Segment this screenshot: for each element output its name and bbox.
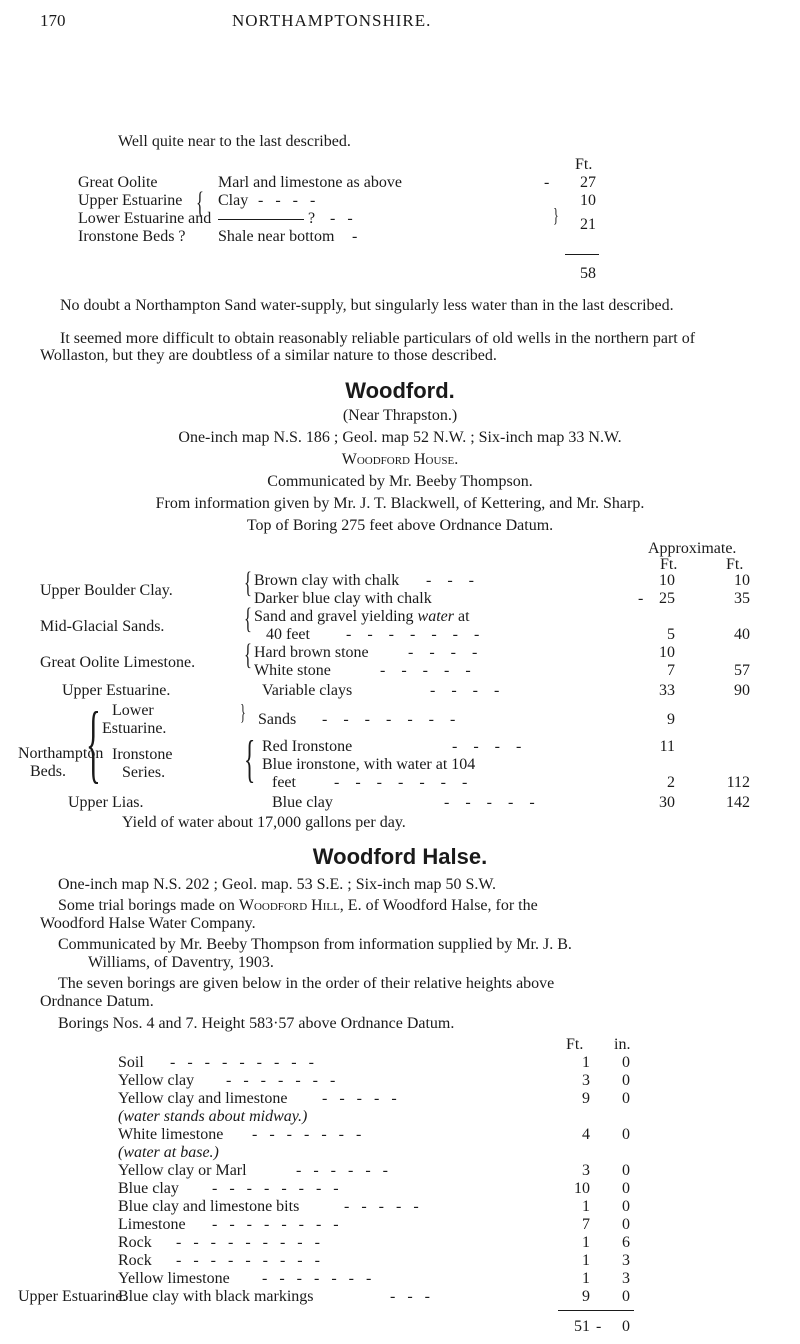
leader: -: [596, 1318, 602, 1335]
formation-label: Ironstone: [112, 746, 173, 763]
stratum-desc: Yellow limestone: [118, 1270, 230, 1287]
running-title: NORTHAMPTONSHIRE.: [232, 11, 432, 30]
brace-icon: {: [196, 186, 204, 219]
thickness-ft: 1: [582, 1234, 590, 1251]
approx-header: Approximate.: [648, 540, 737, 557]
depth: 142: [726, 794, 750, 811]
halse-heading: Woodford Halse.: [312, 844, 488, 869]
well-desc: Shale near bottom: [218, 228, 335, 245]
thickness-ft: 10: [574, 1180, 590, 1197]
thickness: 2: [667, 774, 675, 791]
well-ft: 10: [580, 192, 596, 209]
note-wollaston: It seemed more difficult to obtain reasonably reliable particulars of old wells in the northern part of Wollaston, but they are doubtless of a similar nature to those described.: [40, 330, 696, 364]
stratum-desc: Yellow clay: [118, 1072, 195, 1089]
thickness-in: 0: [622, 1162, 630, 1179]
thickness-ft: 4: [582, 1126, 590, 1143]
leader: - - - - -: [344, 1198, 419, 1215]
thickness-ft: 1: [582, 1054, 590, 1071]
thickness-ft: 3: [582, 1072, 590, 1089]
stratum-desc: White limestone: [118, 1126, 224, 1143]
thickness-in: 0: [622, 1090, 630, 1107]
thickness: 30: [659, 794, 675, 811]
depth: 112: [726, 774, 750, 791]
well-desc: Marl and limestone as above: [218, 174, 402, 191]
thickness-ft: 1: [582, 1252, 590, 1269]
halse-trial-d: Woodford Halse Water Company.: [40, 915, 256, 932]
halse-comm-a: Communicated by Mr. Beeby Thompson from information supplied by Mr. J. B.: [58, 936, 572, 953]
thickness: 10: [659, 644, 675, 661]
thickness-in: 0: [622, 1126, 630, 1143]
thickness: 5: [667, 626, 675, 643]
formation-label: Upper Estuarine.: [62, 682, 171, 699]
well-formation: Ironstone Beds ?: [78, 228, 186, 245]
formation-label: Upper Lias.: [68, 794, 144, 811]
leader: - - - -: [408, 644, 478, 661]
formation-label: Upper Estuarine.: [18, 1288, 127, 1305]
thickness-ft: 9: [582, 1288, 590, 1305]
formation-label: Estuarine.: [102, 720, 167, 737]
thickness-ft: 1: [582, 1270, 590, 1287]
halse-seven-b: Ordnance Datum.: [40, 993, 154, 1010]
leader: - - -: [390, 1288, 430, 1305]
stratum-desc: Blue ironstone, with water at 104: [262, 756, 476, 773]
thickness-in: 0: [622, 1180, 630, 1197]
leader: - - - - - - - -: [212, 1180, 339, 1197]
stratum-desc-end: at: [457, 608, 470, 625]
thickness-in: 3: [622, 1270, 630, 1287]
woodford-top: Top of Boring 275 feet above Ordnance Datum.: [246, 517, 554, 534]
well-total: 58: [580, 265, 596, 282]
well-intro: Well quite near to the last described.: [118, 133, 351, 150]
well-unit-header: Ft.: [575, 156, 593, 173]
halse-maps: One-inch map N.S. 202 ; Geol. map. 53 S.E. ; Six-inch map 50 S.W.: [58, 876, 497, 893]
stratum-desc: [254, 608, 470, 626]
thickness: 9: [667, 711, 675, 728]
halse-trial-a: Some trial borings made on: [58, 897, 235, 914]
col-ft-2: Ft.: [726, 556, 744, 573]
leader: - - - - - - -: [262, 1270, 372, 1287]
note-water-supply: No doubt a Northampton Sand water-supply, but singularly less water than in the last described.: [60, 297, 674, 314]
leader: -: [544, 174, 550, 191]
brace-icon: {: [244, 731, 256, 788]
woodford-maps: One-inch map N.S. 186 ; Geol. map 52 N.W. ; Six-inch map 33 N.W.: [178, 429, 622, 446]
leader: - - - - - - - - -: [176, 1252, 320, 1269]
stratum-desc: Limestone: [118, 1216, 186, 1233]
thickness-in: 0: [622, 1216, 630, 1233]
stratum-note: (water at base.): [118, 1144, 219, 1161]
total-in: 0: [622, 1318, 630, 1335]
stratum-desc: Blue clay: [272, 794, 333, 811]
leader: - - - - - -: [296, 1162, 388, 1179]
leader: - - - - - - - - -: [170, 1054, 314, 1071]
leader: -: [638, 590, 644, 607]
thickness-in: 0: [622, 1288, 630, 1305]
col-in: in.: [614, 1036, 631, 1053]
thickness-ft: 1: [582, 1198, 590, 1215]
stratum-desc: Soil: [118, 1054, 144, 1071]
woodford-heading: Woodford.: [345, 378, 455, 403]
formation-label: Series.: [122, 764, 166, 781]
thickness: 25: [659, 590, 675, 607]
leader: - - - -: [258, 192, 316, 209]
well-desc: Clay: [218, 192, 249, 209]
stratum-desc: Hard brown stone: [254, 644, 369, 661]
well-desc: ?: [308, 210, 316, 227]
brace-icon: {: [244, 638, 252, 671]
leader: - - - - - - -: [346, 626, 480, 643]
brace-close-icon: }: [553, 205, 559, 227]
well-formation: Lower Estuarine and: [78, 210, 212, 227]
depth: 10: [734, 572, 750, 589]
stratum-desc: feet: [272, 774, 296, 791]
dash-rule: [218, 219, 304, 220]
stratum-desc: Blue clay: [118, 1180, 179, 1197]
well-ft: 21: [580, 216, 596, 233]
thickness: 33: [659, 682, 675, 699]
thickness: 10: [659, 572, 675, 589]
stratum-desc: Blue clay and limestone bits: [118, 1198, 300, 1215]
well-formation: Great Oolite: [78, 174, 158, 191]
well-formation: Upper Estuarine: [78, 192, 183, 209]
stratum-desc: 40 feet: [266, 626, 310, 643]
leader: - -: [330, 210, 353, 227]
leader: - - - - -: [444, 794, 535, 811]
stratum-desc: Yellow clay or Marl: [118, 1162, 247, 1179]
thickness: 11: [659, 738, 675, 755]
stratum-note: (water stands about midway.): [118, 1108, 308, 1125]
halse-borings: Borings Nos. 4 and 7. Height 583·57 above Ordnance Datum.: [58, 1015, 455, 1032]
stratum-desc: Brown clay with chalk: [254, 572, 400, 589]
total-rule: [558, 1310, 634, 1311]
halse-comm-b: Williams, of Daventry, 1903.: [88, 954, 274, 971]
depth: 35: [734, 590, 750, 607]
stratum-desc: Sands: [258, 711, 297, 728]
formation-label: Great Oolite Limestone.: [40, 654, 196, 671]
woodford-communicated: Communicated by Mr. Beeby Thompson.: [267, 473, 533, 490]
stratum-desc: Variable clays: [262, 682, 353, 699]
brace-icon: {: [244, 602, 252, 635]
woodford-subheading: (Near Thrapston.): [342, 407, 458, 424]
stratum-desc: Rock: [118, 1252, 152, 1269]
stratum-desc: Blue clay with black markings: [118, 1288, 314, 1305]
page-number: 170: [40, 11, 66, 30]
halse-trial-c: , E. of Woodford Halse, for the: [339, 897, 538, 914]
formation-label: Mid-Glacial Sands.: [40, 618, 165, 635]
woodford-house: Woodford House.: [341, 451, 459, 468]
thickness-ft: 7: [582, 1216, 590, 1233]
halse-seven-a: The seven borings are given below in the order of their relative heights above: [58, 975, 555, 992]
stratum-desc: Red Ironstone: [262, 738, 353, 755]
thickness-in: 0: [622, 1054, 630, 1071]
stratum-desc: White stone: [254, 662, 331, 679]
group-label: Beds.: [30, 763, 66, 780]
leader: - - - - -: [380, 662, 471, 679]
col-ft: Ft.: [566, 1036, 584, 1053]
leader: - - - - - - -: [252, 1126, 362, 1143]
total-ft: 51: [574, 1318, 590, 1335]
depth: 40: [734, 626, 750, 643]
thickness: 7: [667, 662, 675, 679]
leader: - - - -: [430, 682, 500, 699]
halse-trial-b: Woodford Hill: [238, 897, 340, 914]
stratum-desc-text: Sand and gravel yielding: [254, 608, 414, 625]
leader: - - - - - - -: [226, 1072, 336, 1089]
woodford-from-info: From information given by Mr. J. T. Blackwell, of Kettering, and Mr. Sharp.: [155, 495, 645, 512]
leader: - - -: [426, 572, 474, 589]
leader: - - - - - - -: [322, 711, 456, 728]
leader: - - - - - - -: [334, 774, 468, 791]
stratum-desc: Yellow clay and limestone: [118, 1090, 288, 1107]
leader: - - - - - - - - -: [176, 1234, 320, 1251]
well-ft: 27: [580, 174, 596, 191]
thickness-in: 0: [622, 1072, 630, 1089]
leader: - - - - -: [322, 1090, 397, 1107]
woodford-yield: Yield of water about 17,000 gallons per day.: [122, 814, 406, 831]
brace-close-icon: }: [240, 700, 246, 726]
leader: - - - -: [452, 738, 522, 755]
thickness-in: 6: [622, 1234, 630, 1251]
depth: 90: [734, 682, 750, 699]
brace-icon: {: [86, 695, 101, 792]
stratum-desc: Rock: [118, 1234, 152, 1251]
formation-label: Lower: [112, 702, 154, 719]
formation-label: Upper Boulder Clay.: [40, 582, 173, 599]
col-ft-1: Ft.: [660, 556, 678, 573]
group-label: Northampton: [18, 745, 104, 762]
depth: 57: [734, 662, 750, 679]
brace-icon: {: [244, 566, 252, 599]
thickness-in: 0: [622, 1198, 630, 1215]
leader: - - - - - - - -: [212, 1216, 339, 1233]
stratum-desc: Darker blue clay with chalk: [254, 590, 432, 607]
thickness-ft: 9: [582, 1090, 590, 1107]
thickness-ft: 3: [582, 1162, 590, 1179]
total-rule: [565, 254, 599, 255]
halse-trial-line: [58, 897, 538, 915]
stratum-desc-italic: water: [417, 608, 454, 625]
leader: -: [352, 228, 358, 245]
thickness-in: 3: [622, 1252, 630, 1269]
